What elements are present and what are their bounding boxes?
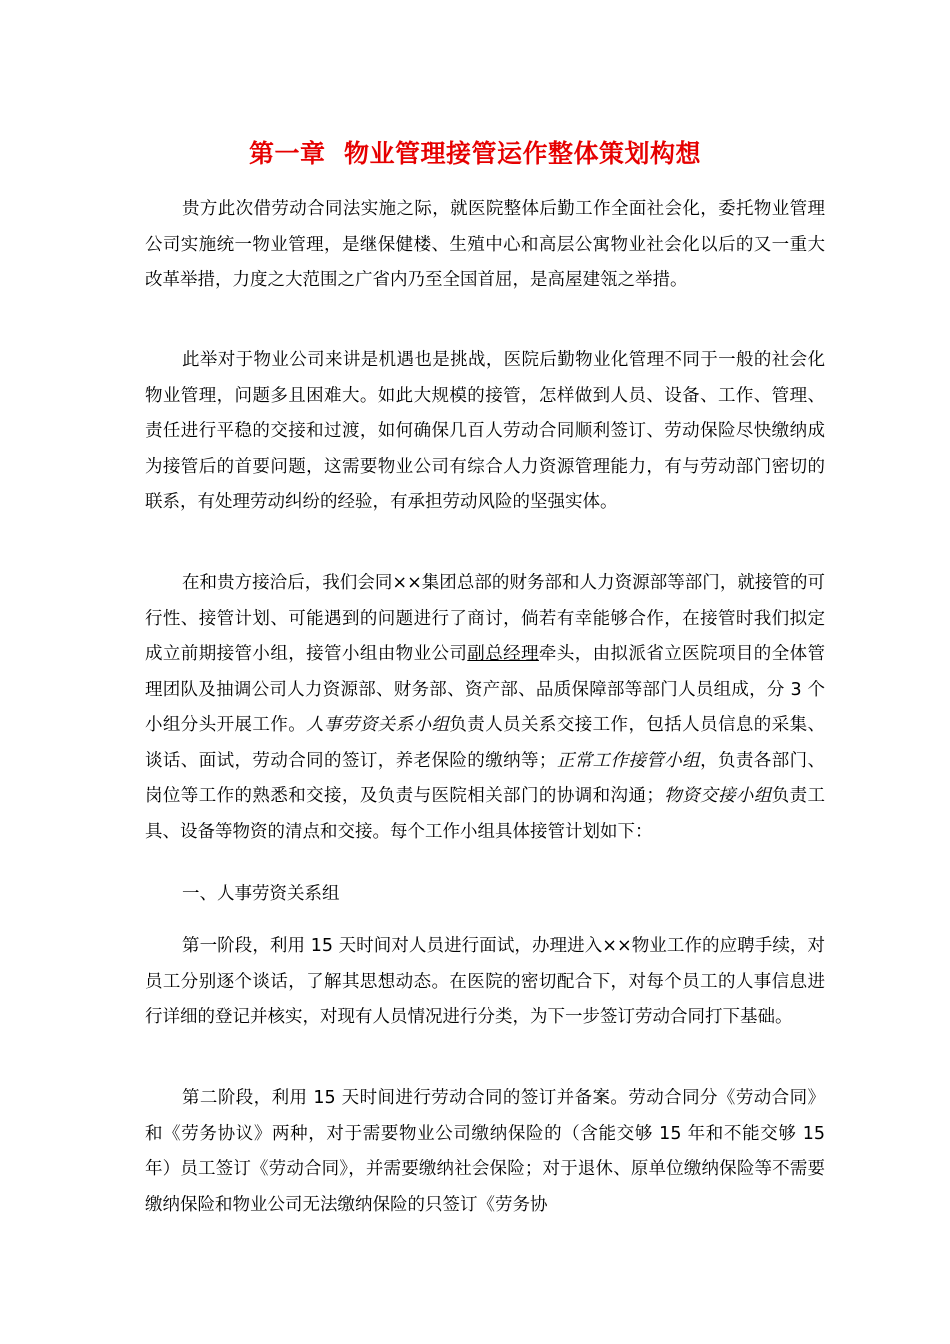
deputy-gm-underlined: 副总经理 (467, 644, 539, 664)
plan-text-2: 牵头，由拟派省立医院项目的全体管理团队及抽调公司人力资源部、财务部、资产部、品质保障部等部门人员组成，分 3 个小组分头开展工作。 (145, 644, 826, 735)
chapter-title: 第一章 物业管理接管运作整体策划构想 (249, 139, 701, 168)
plan-text-3: 负责人员关系交接工作，包括人员信息的采集、谈话、面试，劳动合同的签订，养老保险的缴纳等； (145, 715, 826, 771)
materials-group-name: 物资交接小组 (663, 786, 772, 806)
section-heading-hr: 一、人事劳资关系组 (182, 884, 340, 904)
hr-group-name: 人事劳资关系小组 (306, 715, 450, 735)
paragraph-plan (145, 566, 825, 850)
plan-text-4: ，负责各部门、岗位等工作的熟悉和交接，及负责与医院相关部门的协调和沟通； (145, 750, 826, 806)
paragraph-intro: 贵方此次借劳动合同法实施之际，就医院整体后勤工作全面社会化，委托物业管理公司实施统一物业管理，是继保健楼、生殖中心和高层公寓物业社会化以后的又一重大改革举措，力度之大范围之广省内乃至全国首屈，是高屋建瓴之举措。 (145, 199, 825, 290)
paragraph-stage-2: 第二阶段，利用 15 天时间进行劳动合同的签订并备案。劳动合同分《劳动合同》和《劳务协议》两种，对于需要物业公司缴纳保险的（含能交够 15 年和不能交够 15 年）员工签订《劳动合同》，并需要缴纳社会保险；对于退休、原单位缴纳保险等不需要缴纳保险和物业公司无法缴纳保险的只签订《劳务协 (145, 1088, 825, 1215)
paragraph-stage-1: 第一阶段，利用 15 天时间对人员进行面试，办理进入××物业工作的应聘手续，对员工分别逐个谈话，了解其思想动态。在医院的密切配合下，对每个员工的人事信息进行详细的登记并核实，对现有人员情况进行分类，为下一步签订劳动合同打下基础。 (145, 936, 825, 1027)
plan-text-1: 在和贵方接洽后，我们会同××集团总部的财务部和人力资源部等部门，就接管的可行性、接管计划、可能遇到的问题进行了商讨，倘若有幸能够合作，在接管时我们拟定成立前期接管小组，接管小组由物业公司 (145, 573, 825, 664)
paragraph-challenge: 此举对于物业公司来讲是机遇也是挑战，医院后勤物业化管理不同于一般的社会化物业管理，问题多且困难大。如此大规模的接管，怎样做到人员、设备、工作、管理、责任进行平稳的交接和过渡，如何确保几百人劳动合同顺利签订、劳动保险尽快缴纳成为接管后的首要问题，这需要物业公司有综合人力资源管理能力，有与劳动部门密切的联系，有处理劳动纠纷的经验，有承担劳动风险的坚强实体。 (145, 350, 825, 512)
plan-text-5: 负责工具、设备等物资的清点和交接。每个工作小组具体接管计划如下： (145, 786, 826, 842)
ops-group-name: 正常工作接管小组 (556, 750, 701, 771)
